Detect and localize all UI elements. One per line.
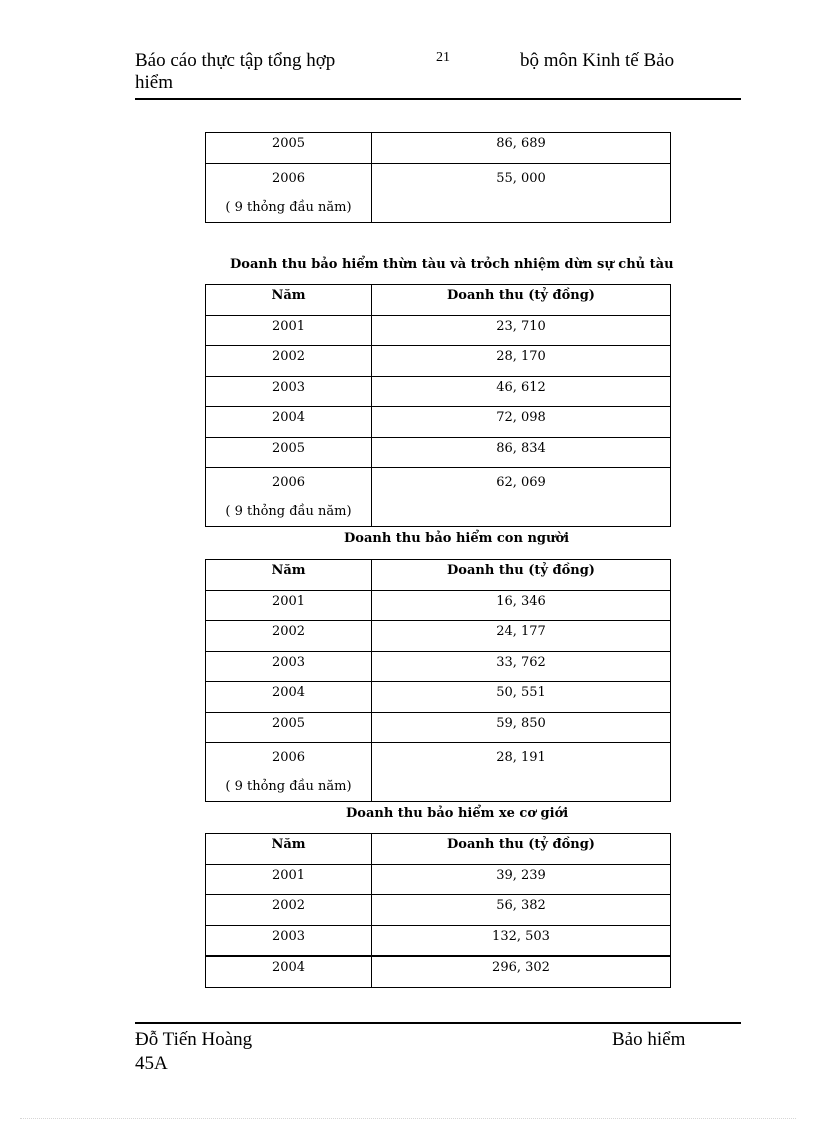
year-cell: 2003 <box>206 925 372 956</box>
year-cell <box>206 468 372 527</box>
table-row <box>206 315 671 346</box>
table-row <box>206 590 671 621</box>
value-cell: 86, 689 <box>372 133 671 164</box>
year-text: 2006 <box>271 750 306 765</box>
column-header-value: Doanh thu (tỷ đồng) <box>372 285 671 316</box>
value-cell: 55, 000 <box>372 163 671 222</box>
table-row <box>206 895 671 926</box>
revenue-table-people <box>205 559 671 802</box>
table-row <box>206 925 671 956</box>
column-header-year: Năm <box>206 560 372 591</box>
year-cell: 2002 <box>206 895 372 926</box>
table-row <box>206 956 671 987</box>
value-cell: 50, 551 <box>372 682 671 713</box>
table-row <box>206 133 671 164</box>
value-cell: 16, 346 <box>372 590 671 621</box>
table-row <box>206 682 671 713</box>
table-row <box>206 376 671 407</box>
header-title <box>135 50 395 94</box>
column-header-value: Doanh thu (tỷ đồng) <box>372 834 671 865</box>
author-name: Đỗ Tiến Hoàng <box>135 1029 253 1050</box>
footer-author <box>135 1028 252 1076</box>
table-header-row <box>206 560 671 591</box>
value-cell: 33, 762 <box>372 651 671 682</box>
header-department: bộ môn Kinh tế Bảo <box>520 50 675 71</box>
author-class: 45A <box>135 1053 168 1074</box>
table-row <box>206 163 671 222</box>
header-title-line2: hiểm <box>135 72 173 93</box>
year-cell <box>206 743 372 802</box>
table-caption-people: Doanh thu bảo hiểm con người <box>344 531 570 546</box>
value-cell: 39, 239 <box>372 864 671 895</box>
value-cell: 132, 503 <box>372 925 671 956</box>
value-cell: 28, 191 <box>372 743 671 802</box>
revenue-table-ship <box>205 284 671 527</box>
table-row <box>206 651 671 682</box>
table-row <box>206 621 671 652</box>
table-header-row <box>206 834 671 865</box>
column-header-year: Năm <box>206 285 372 316</box>
table-row <box>206 864 671 895</box>
year-cell: 2005 <box>206 712 372 743</box>
table-caption-ship: Doanh thu bảo hiểm thừn tàu và trỏch nhiệm dừn sự chủ tàu <box>230 257 674 272</box>
year-cell <box>206 163 372 222</box>
page-number: 21 <box>436 50 450 65</box>
year-cell: 2002 <box>206 346 372 377</box>
column-header-value: Doanh thu (tỷ đồng) <box>372 560 671 591</box>
year-cell: 2001 <box>206 864 372 895</box>
table-row <box>206 346 671 377</box>
year-cell: 2004 <box>206 407 372 438</box>
footer-rule <box>135 1022 741 1024</box>
table-row <box>206 437 671 468</box>
footer-major: Bảo hiểm <box>612 1029 686 1050</box>
year-note: ( 9 thỏng đầu năm) <box>225 199 352 215</box>
value-cell: 59, 850 <box>372 712 671 743</box>
year-note: ( 9 thỏng đầu năm) <box>225 504 352 519</box>
year-cell: 2004 <box>206 682 372 713</box>
revenue-table-continued <box>205 132 671 223</box>
year-cell: 2005 <box>206 133 372 164</box>
value-cell: 62, 069 <box>372 468 671 527</box>
year-cell: 2004 <box>206 956 372 987</box>
value-cell: 24, 177 <box>372 621 671 652</box>
value-cell: 56, 382 <box>372 895 671 926</box>
value-cell: 72, 098 <box>372 407 671 438</box>
page-bottom-edge <box>20 1118 796 1119</box>
table-row <box>206 712 671 743</box>
year-cell: 2001 <box>206 590 372 621</box>
table-row <box>206 407 671 438</box>
header-title-line1: Báo cáo thực tập tổng hợp <box>135 50 336 71</box>
year-cell: 2005 <box>206 437 372 468</box>
year-text: 2006 <box>271 170 306 186</box>
value-cell: 296, 302 <box>372 956 671 987</box>
value-cell: 28, 170 <box>372 346 671 377</box>
header-rule <box>135 98 741 100</box>
year-cell: 2002 <box>206 621 372 652</box>
table-row <box>206 468 671 527</box>
year-text: 2006 <box>271 475 306 490</box>
table-caption-vehicle: Doanh thu bảo hiểm xe cơ giới <box>346 806 569 821</box>
year-cell: 2003 <box>206 651 372 682</box>
table-header-row <box>206 285 671 316</box>
year-cell: 2003 <box>206 376 372 407</box>
year-cell: 2001 <box>206 315 372 346</box>
value-cell: 23, 710 <box>372 315 671 346</box>
column-header-year: Năm <box>206 834 372 865</box>
value-cell: 46, 612 <box>372 376 671 407</box>
table-row <box>206 743 671 802</box>
year-note: ( 9 thỏng đầu năm) <box>225 779 352 794</box>
value-cell: 86, 834 <box>372 437 671 468</box>
revenue-table-vehicle <box>205 833 671 988</box>
